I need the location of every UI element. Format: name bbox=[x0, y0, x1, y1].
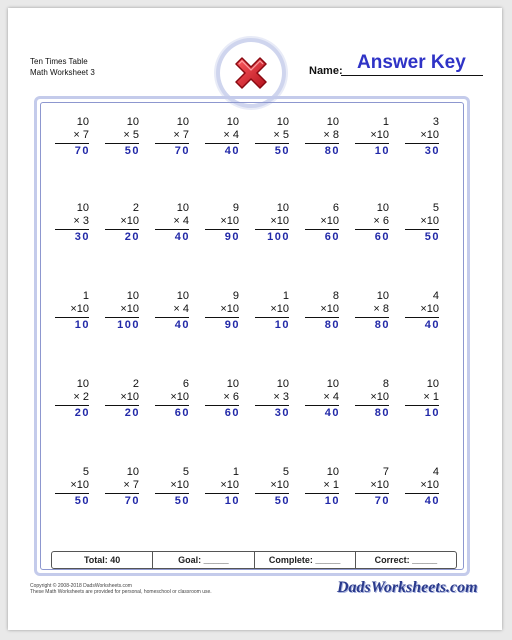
dadsworksheets-logo[interactable]: DadsWorksheets.com bbox=[337, 579, 478, 596]
answer: 70 bbox=[124, 495, 140, 507]
multiplier: × 5 bbox=[273, 129, 289, 141]
multiplicand: 5 bbox=[282, 466, 289, 478]
multiplier: ×10 bbox=[170, 391, 189, 403]
problem-item bbox=[155, 466, 189, 508]
multiplicand: 10 bbox=[376, 202, 389, 214]
problem-item bbox=[255, 116, 289, 158]
problem-item bbox=[355, 378, 389, 420]
copyright-line-2: These Math Worksheets are provided for personal, homeschool or classroom use. bbox=[30, 589, 212, 595]
problem-item bbox=[55, 378, 89, 420]
problem-item bbox=[355, 202, 389, 244]
copyright bbox=[30, 583, 212, 595]
problem-item bbox=[155, 116, 189, 158]
multiplier: × 1 bbox=[323, 479, 339, 491]
multiplicand: 5 bbox=[432, 202, 439, 214]
problem-item bbox=[255, 378, 289, 420]
title-line-2: Math Worksheet 3 bbox=[30, 68, 95, 77]
multiplicand: 9 bbox=[232, 202, 239, 214]
multiplicand: 6 bbox=[182, 378, 189, 390]
problem-item bbox=[205, 466, 239, 508]
copyright-line-1: Copyright © 2008-2018 DadsWorksheets.com bbox=[30, 583, 132, 589]
multiplicand: 9 bbox=[232, 290, 239, 302]
answer: 90 bbox=[224, 231, 240, 243]
title-line-1: Ten Times Table bbox=[30, 57, 88, 66]
problem-item bbox=[55, 116, 89, 158]
multiplicand: 10 bbox=[376, 290, 389, 302]
answer: 50 bbox=[274, 145, 290, 157]
problem-item bbox=[305, 202, 339, 244]
multiplicand: 10 bbox=[426, 378, 439, 390]
multiplier: ×10 bbox=[70, 479, 89, 491]
multiplicand: 10 bbox=[176, 116, 189, 128]
answer: 80 bbox=[324, 319, 340, 331]
multiplier: × 3 bbox=[73, 215, 89, 227]
multiplier: ×10 bbox=[220, 303, 239, 315]
problem-item bbox=[355, 116, 389, 158]
multiplier: ×10 bbox=[320, 215, 339, 227]
multiplicand: 10 bbox=[276, 116, 289, 128]
multiplicand: 8 bbox=[332, 290, 339, 302]
multiplier: × 5 bbox=[123, 129, 139, 141]
answer: 60 bbox=[224, 407, 240, 419]
answer: 10 bbox=[324, 495, 340, 507]
answer: 10 bbox=[374, 145, 390, 157]
multiplicand: 2 bbox=[132, 202, 139, 214]
answer: 100 bbox=[267, 231, 290, 243]
multiplicand: 10 bbox=[326, 378, 339, 390]
multiplier: × 4 bbox=[323, 391, 339, 403]
multiplier: × 2 bbox=[73, 391, 89, 403]
problem-item bbox=[255, 202, 289, 244]
multiplier: × 8 bbox=[373, 303, 389, 315]
multiplier: × 7 bbox=[123, 479, 139, 491]
multiplier: × 1 bbox=[423, 391, 439, 403]
problem-item bbox=[205, 378, 239, 420]
answer: 20 bbox=[74, 407, 90, 419]
answer: 80 bbox=[374, 407, 390, 419]
answer: 40 bbox=[224, 145, 240, 157]
multiplicand: 10 bbox=[126, 290, 139, 302]
answer: 60 bbox=[174, 407, 190, 419]
problem-item bbox=[55, 202, 89, 244]
multiplicand: 8 bbox=[382, 378, 389, 390]
multiplier: ×10 bbox=[120, 215, 139, 227]
problem-item bbox=[305, 116, 339, 158]
score-bar bbox=[51, 551, 457, 569]
answer: 60 bbox=[374, 231, 390, 243]
multiplicand: 10 bbox=[326, 466, 339, 478]
answer: 50 bbox=[424, 231, 440, 243]
multiplicand: 10 bbox=[276, 202, 289, 214]
answer: 10 bbox=[274, 319, 290, 331]
multiplier: ×10 bbox=[270, 303, 289, 315]
multiplier: × 4 bbox=[173, 303, 189, 315]
problem-item bbox=[305, 290, 339, 332]
problem-item bbox=[305, 466, 339, 508]
multiplicand: 10 bbox=[226, 116, 239, 128]
name-label: Name: bbox=[309, 65, 343, 77]
multiplier: ×10 bbox=[220, 215, 239, 227]
multiplicand: 5 bbox=[182, 466, 189, 478]
total-cell: Total: 40 bbox=[52, 552, 153, 568]
multiplicand: 4 bbox=[432, 290, 439, 302]
answer-key-heading: Answer Key bbox=[357, 52, 466, 73]
problem-item bbox=[355, 290, 389, 332]
problem-item bbox=[155, 378, 189, 420]
answer: 50 bbox=[174, 495, 190, 507]
multiplier: ×10 bbox=[420, 479, 439, 491]
multiplier: × 7 bbox=[73, 129, 89, 141]
problem-item bbox=[405, 466, 439, 508]
answer: 50 bbox=[124, 145, 140, 157]
problem-item bbox=[155, 202, 189, 244]
problem-item bbox=[105, 116, 139, 158]
multiplier: × 8 bbox=[323, 129, 339, 141]
answer: 20 bbox=[124, 231, 140, 243]
multiplier: ×10 bbox=[370, 391, 389, 403]
answer: 10 bbox=[424, 407, 440, 419]
multiplicand: 10 bbox=[76, 202, 89, 214]
problem-item bbox=[405, 378, 439, 420]
problem-item bbox=[105, 202, 139, 244]
multiplicand: 1 bbox=[232, 466, 239, 478]
answer: 40 bbox=[174, 319, 190, 331]
multiplicand: 1 bbox=[382, 116, 389, 128]
multiplicand: 10 bbox=[126, 466, 139, 478]
multiplicand: 10 bbox=[76, 116, 89, 128]
multiplicand: 7 bbox=[382, 466, 389, 478]
answer: 70 bbox=[74, 145, 90, 157]
multiplicand: 5 bbox=[82, 466, 89, 478]
answer: 80 bbox=[374, 319, 390, 331]
answer: 20 bbox=[124, 407, 140, 419]
multiplicand: 1 bbox=[82, 290, 89, 302]
multiplier: ×10 bbox=[120, 391, 139, 403]
problem-item bbox=[55, 290, 89, 332]
multiplier: ×10 bbox=[420, 215, 439, 227]
multiplicand: 10 bbox=[226, 378, 239, 390]
answer: 70 bbox=[374, 495, 390, 507]
problem-item bbox=[255, 290, 289, 332]
answer: 40 bbox=[424, 495, 440, 507]
multiplier: ×10 bbox=[70, 303, 89, 315]
answer: 30 bbox=[74, 231, 90, 243]
answer: 90 bbox=[224, 319, 240, 331]
multiplicand: 10 bbox=[176, 202, 189, 214]
problem-item bbox=[155, 290, 189, 332]
multiplier: × 4 bbox=[173, 215, 189, 227]
multiplicand: 10 bbox=[176, 290, 189, 302]
problem-item bbox=[355, 466, 389, 508]
multiplier: ×10 bbox=[320, 303, 339, 315]
problem-item bbox=[255, 466, 289, 508]
multiplicand: 6 bbox=[332, 202, 339, 214]
answer: 100 bbox=[117, 319, 140, 331]
problem-item bbox=[205, 202, 239, 244]
problem-item bbox=[105, 466, 139, 508]
multiplier: ×10 bbox=[420, 129, 439, 141]
answer: 40 bbox=[324, 407, 340, 419]
multiplicand: 2 bbox=[132, 378, 139, 390]
answer: 50 bbox=[274, 495, 290, 507]
multiplicand: 10 bbox=[326, 116, 339, 128]
multiplier: ×10 bbox=[270, 215, 289, 227]
multiplicand: 10 bbox=[126, 116, 139, 128]
problem-item bbox=[405, 290, 439, 332]
goal-cell: Goal: _____ bbox=[153, 552, 254, 568]
multiplier: ×10 bbox=[170, 479, 189, 491]
multiplicand: 4 bbox=[432, 466, 439, 478]
answer: 50 bbox=[74, 495, 90, 507]
multiplier: ×10 bbox=[120, 303, 139, 315]
multiplicand: 3 bbox=[432, 116, 439, 128]
answer: 80 bbox=[324, 145, 340, 157]
answer: 30 bbox=[424, 145, 440, 157]
answer: 10 bbox=[224, 495, 240, 507]
multiplier: × 6 bbox=[373, 215, 389, 227]
multiplier: ×10 bbox=[370, 129, 389, 141]
answer: 60 bbox=[324, 231, 340, 243]
multiplier: ×10 bbox=[220, 479, 239, 491]
multiplicand: 10 bbox=[276, 378, 289, 390]
problem-item bbox=[105, 290, 139, 332]
multiplicand: 1 bbox=[282, 290, 289, 302]
multiplier: ×10 bbox=[370, 479, 389, 491]
complete-cell: Complete: _____ bbox=[255, 552, 356, 568]
problem-item bbox=[55, 466, 89, 508]
problem-item bbox=[405, 202, 439, 244]
problem-item bbox=[105, 378, 139, 420]
multiplier: × 7 bbox=[173, 129, 189, 141]
multiplier: ×10 bbox=[420, 303, 439, 315]
problem-item bbox=[305, 378, 339, 420]
multiplicand: 10 bbox=[76, 378, 89, 390]
problem-item bbox=[405, 116, 439, 158]
multiplier: × 3 bbox=[273, 391, 289, 403]
multiplier: × 6 bbox=[223, 391, 239, 403]
multiplier: ×10 bbox=[270, 479, 289, 491]
answer: 70 bbox=[174, 145, 190, 157]
answer: 30 bbox=[274, 407, 290, 419]
correct-cell: Correct: _____ bbox=[374, 555, 438, 565]
multiplier: × 4 bbox=[223, 129, 239, 141]
answer: 40 bbox=[174, 231, 190, 243]
problem-item bbox=[205, 116, 239, 158]
answer: 10 bbox=[74, 319, 90, 331]
problem-item bbox=[205, 290, 239, 332]
answer: 40 bbox=[424, 319, 440, 331]
